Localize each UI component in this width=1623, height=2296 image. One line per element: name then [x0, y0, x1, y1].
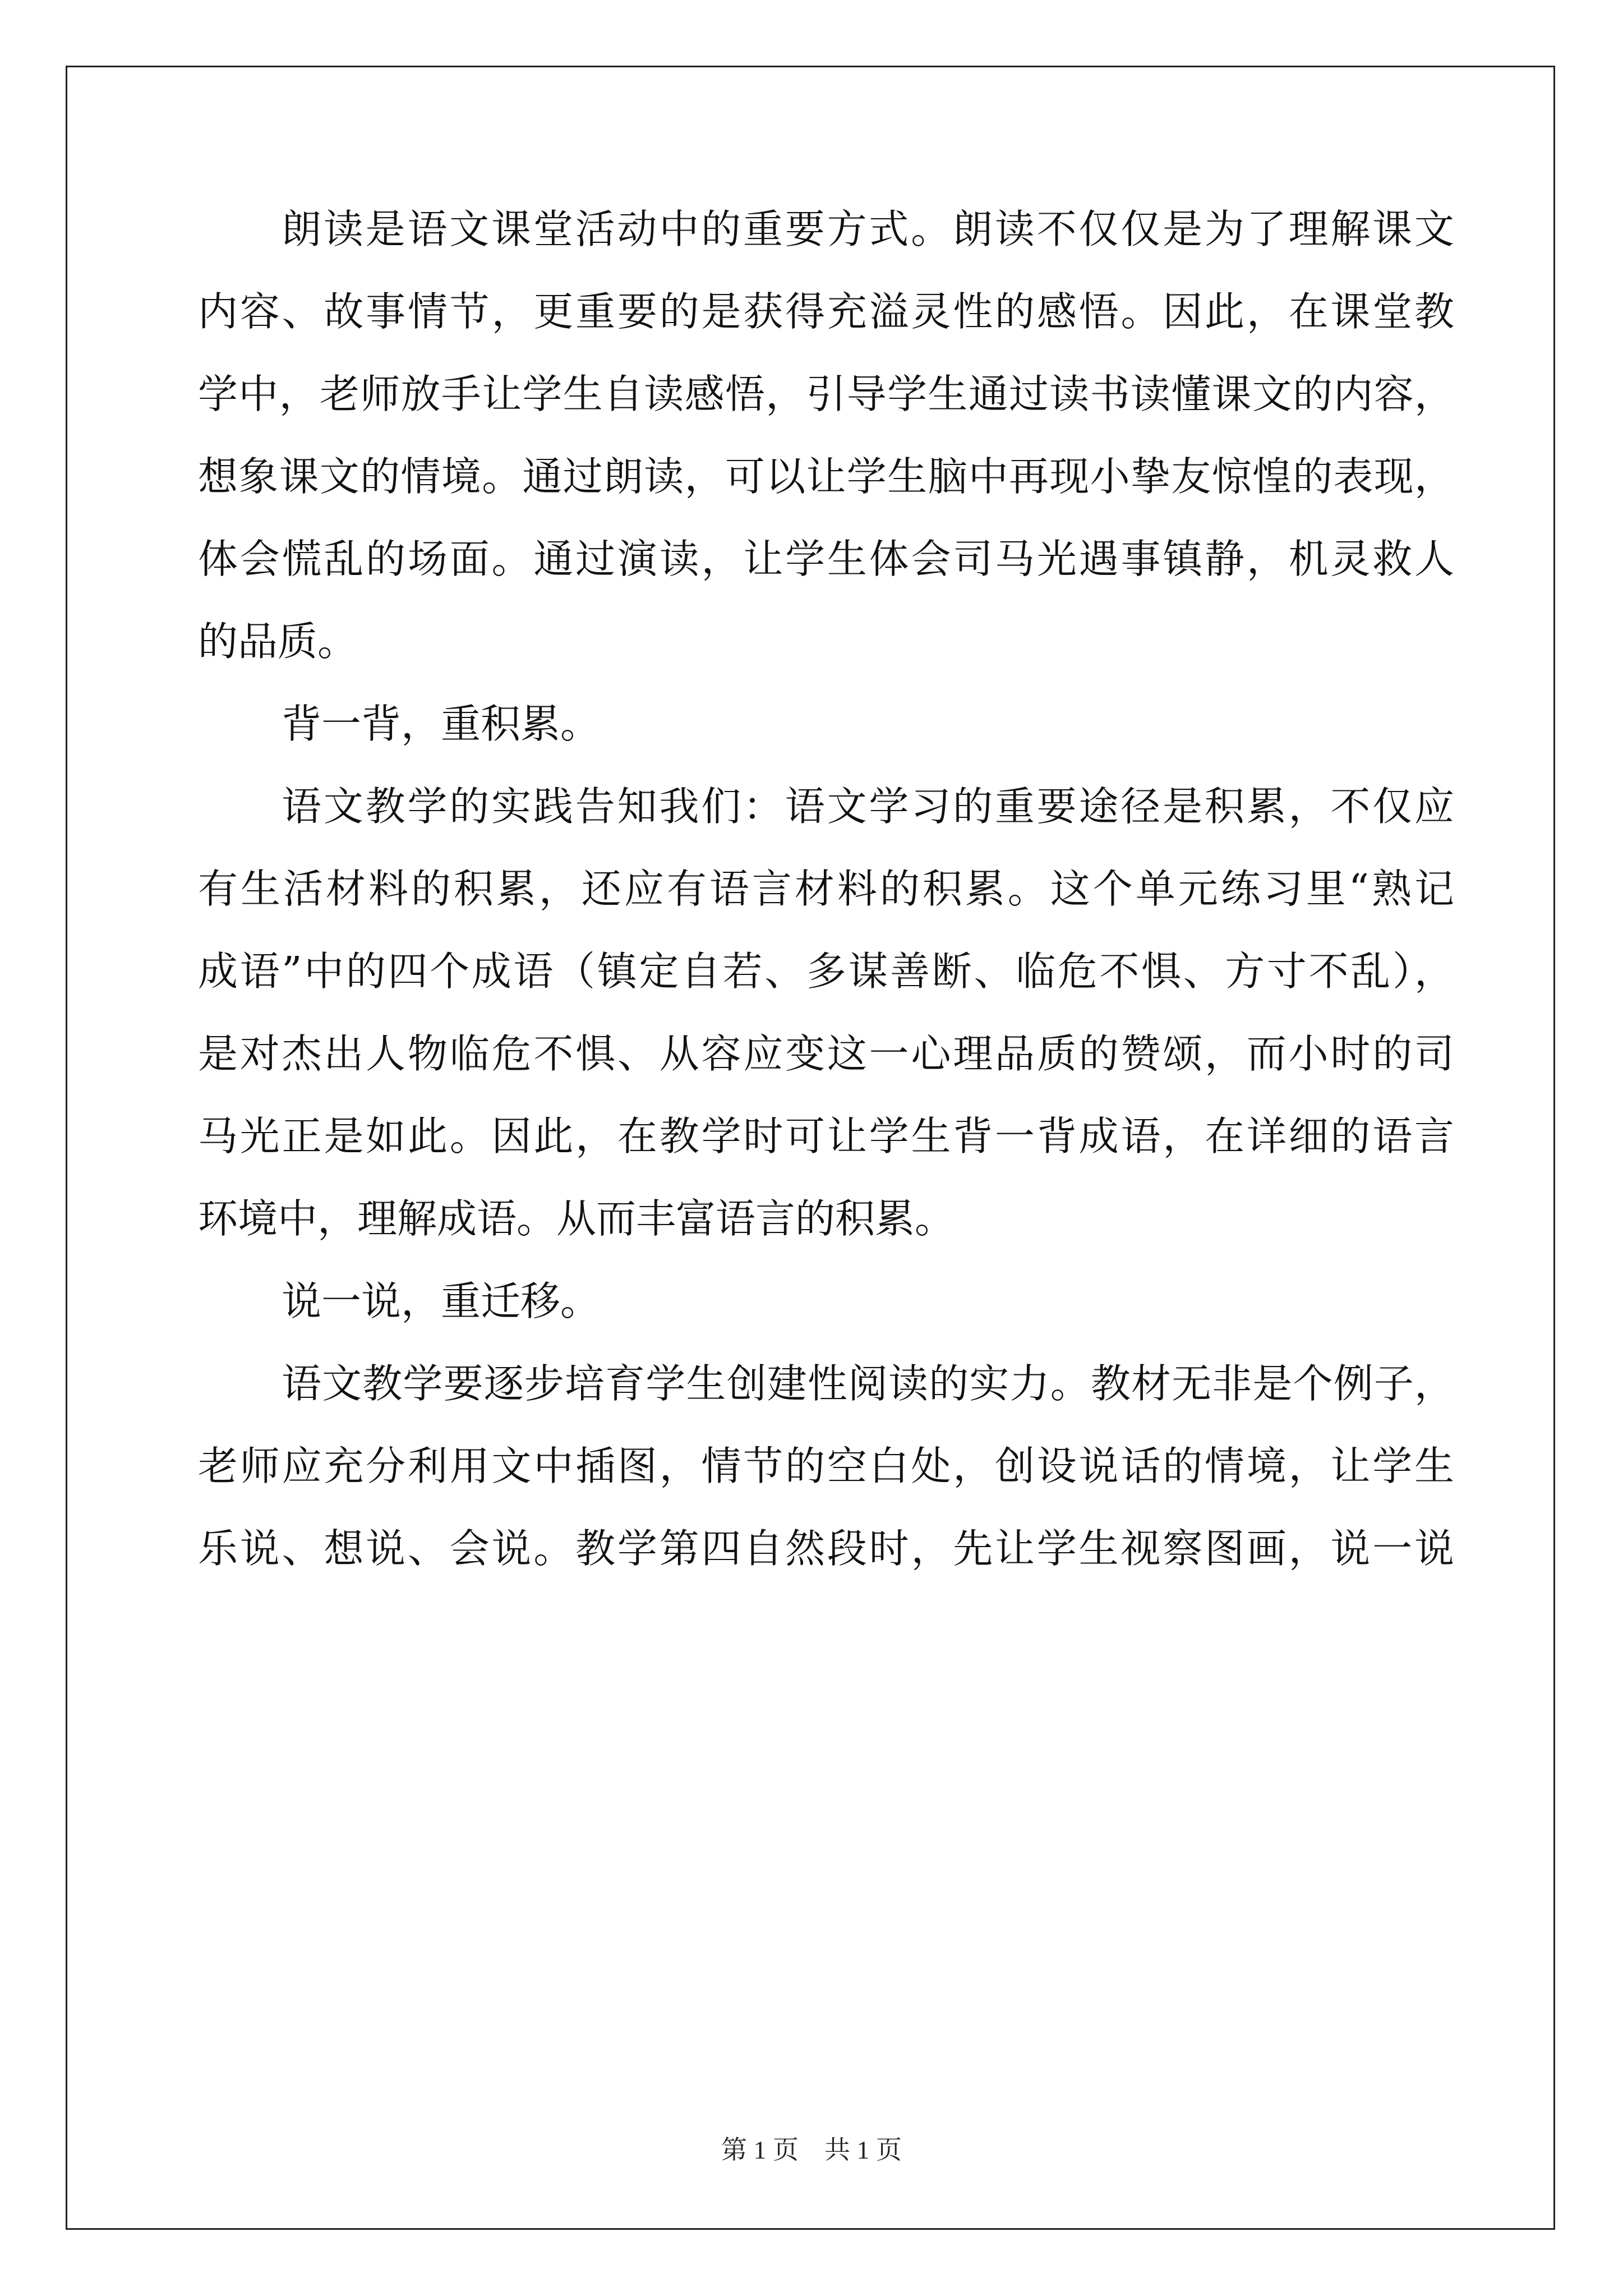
text-line: 成语”中的四个成语（镇定自若、多谋善断、临危不惧、方寸不乱），	[198, 948, 1454, 995]
text-line: 老师应充分利用文中插图，情节的空白处，创设说话的情境，让学生	[198, 1443, 1454, 1489]
page-footer: 第 1 页 共 1 页	[721, 2136, 902, 2164]
document-body	[198, 188, 1454, 1590]
section-heading: 说一说，重迁移。	[282, 1278, 601, 1324]
text-line: 学中，老师放手让学生自读感悟，引导学生通过读书读懂课文的内容，	[198, 371, 1454, 417]
text-line: 是对杰出人物临危不惧、从容应变这一心理品质的赞颂，而小时的司	[198, 1030, 1454, 1077]
text-line: 想象课文的情境。通过朗读，可以让学生脑中再现小挚友惊惶的表现，	[198, 453, 1454, 500]
text-line: 有生活材料的积累，还应有语言材料的积累。这个单元练习里“熟记	[198, 866, 1454, 912]
section-heading: 背一背，重积累。	[282, 701, 601, 747]
text-line: 体会慌乱的场面。通过演读，让学生体会司马光遇事镇静，机灵救人	[198, 536, 1454, 582]
text-line: 的品质。	[198, 618, 358, 665]
text-line: 语文教学的实践告知我们：语文学习的重要途径是积累，不仅应	[282, 783, 1454, 830]
text-line: 环境中，理解成语。从而丰富语言的积累。	[198, 1195, 955, 1242]
text-line: 语文教学要逐步培育学生创建性阅读的实力。教材无非是个例子，	[282, 1360, 1454, 1407]
text-line: 朗读是语文课堂活动中的重要方式。朗读不仅仅是为了理解课文	[282, 206, 1454, 252]
text-line: 马光正是如此。因此，在教学时可让学生背一背成语，在详细的语言	[198, 1113, 1454, 1159]
text-line: 内容、故事情节，更重要的是获得充溢灵性的感悟。因此，在课堂教	[198, 288, 1454, 335]
text-line: 乐说、想说、会说。教学第四自然段时，先让学生视察图画，说一说	[198, 1525, 1454, 1572]
